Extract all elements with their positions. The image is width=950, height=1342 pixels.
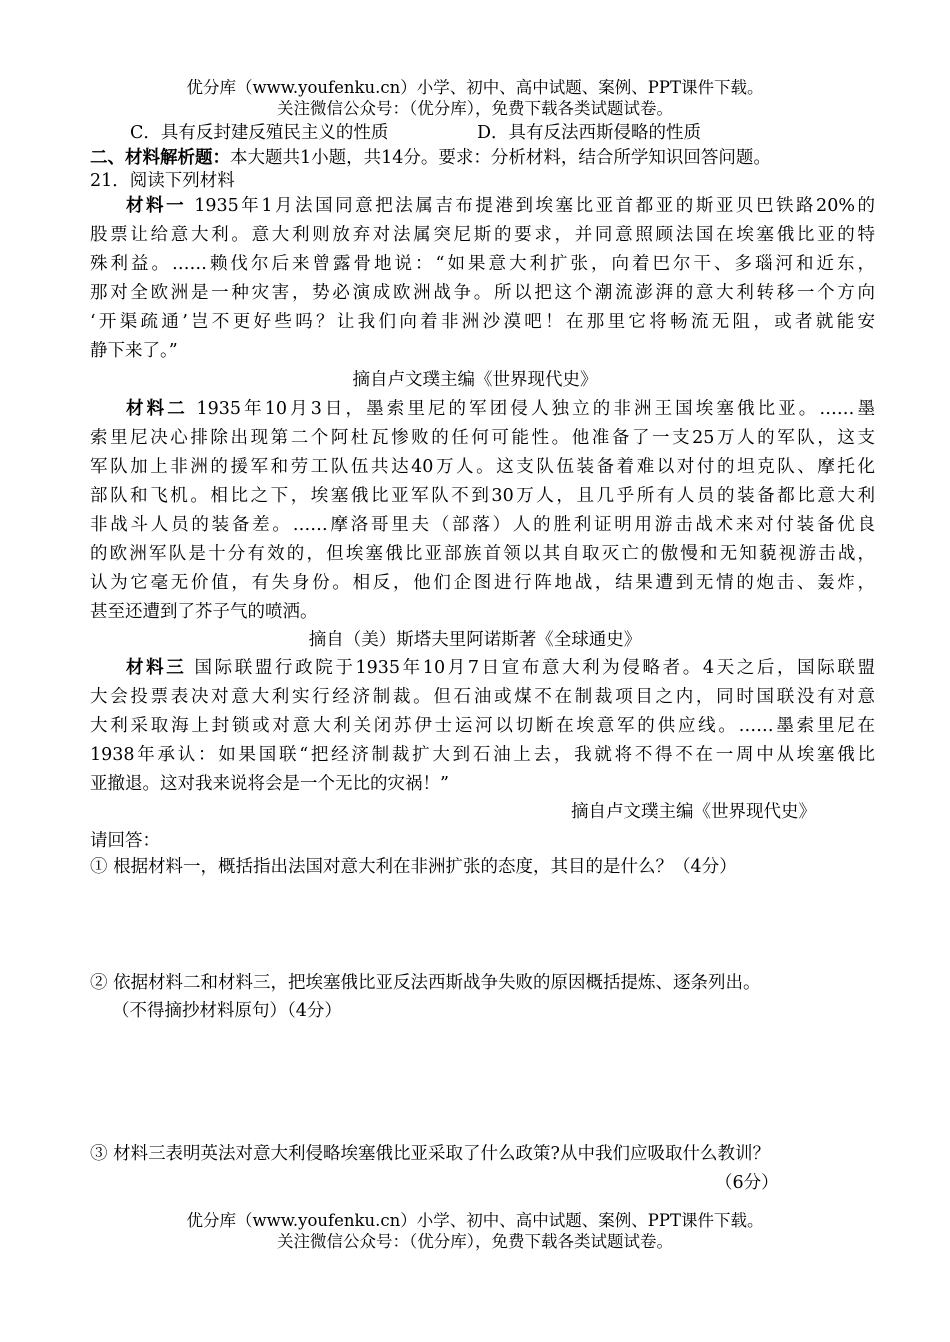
option-c: C．具有反封建反殖民主义的性质 [130,123,389,143]
material-3-label: 材料三 [126,658,187,678]
material-3-source: 摘自卢文璞主编《世界现代史》 [571,802,816,822]
question-21-stem: 21．阅读下列材料 [90,171,235,191]
material-3-line: 大会投票表决对意大利实行经济制裁。但石油或煤不在制裁项目之内，同时国联没有对意 [90,687,875,707]
material-3-line: 1938年承认：如果国联“把经济制裁扩大到石油上去，我就将不得不在一周中从埃塞俄比 [90,745,875,765]
material-1-line: 殊利益。……赖伐尔后来曾露骨地说：“如果意大利扩张，向着巴尔干、多瑙河和近东， [90,254,875,274]
material-2 [90,395,875,627]
material-1-line: 静下来了。” [90,341,178,361]
material-2-line: 军队加上非洲的援军和劳工队伍共达40万人。这支队伍装备着难以对付的坦克队、摩托化 [90,457,875,477]
material-1-line: 股票让给意大利。意大利则放弃对法属突尼斯的要求，并同意照顾法国在埃塞俄比亚的特 [90,225,875,245]
header-line-1: 优分库（www.youfenku.cn）小学、初中、高中试题、案例、PPT课件下载。 [186,78,764,97]
material-3-line: 大利采取海上封锁或对意大利关闭苏伊士运河以切断在埃意军的供应线。……墨索里尼在 [90,716,875,736]
material-1-text: 1935年1月法国同意把法属吉布提港到埃塞比亚首都亚的斯亚贝巴铁路20%的 [186,196,875,216]
material-3-text: 国际联盟行政院于1935年10月7日宣布意大利为侵略者。4天之后，国际联盟 [186,658,876,678]
question-3: ③ 材料三表明英法对意大利侵略埃塞俄比亚采取了什么政策?从中我们应吸取什么教训？ [90,1144,770,1164]
question-2-note: （不得摘抄材料原句）（4分） [112,1001,342,1021]
answer-prompt: 请回答： [90,831,160,851]
material-2-line: 非战斗人员的装备差。……摩洛哥里夫（部落）人的胜利证明用游击战术来对付装备优良 [90,515,875,535]
question-1: ① 根据材料一，概括指出法国对意大利在非洲扩张的态度，其目的是什么？（4分） [90,857,737,877]
option-d: D．具有反法西斯侵略的性质 [477,123,702,143]
material-2-line: 索里尼决心排除出现第二个阿杜瓦惨败的任何可能性。他准备了一支25万人的军队，这支 [90,428,875,448]
footer-line-1: 优分库（www.youfenku.cn）小学、初中、高中试题、案例、PPT课件下载。 [186,1211,764,1230]
header-line-2: 关注微信公众号：（优分库），免费下载各类试题试卷。 [277,99,673,118]
material-2-line: 部队和飞机。相比之下，埃塞俄比亚军队不到30万人，且几乎所有人员的装备都比意大利 [90,486,875,506]
material-2-line: 认为它毫无价值，有失身份。相反，他们企图进行阵地战，结果遭到无情的炮击、轰炸， [90,573,875,593]
material-2-source: 摘自（美）斯塔夫里阿诺斯著《全球通史》 [308,630,642,650]
material-1-label: 材料一 [126,196,187,216]
material-1-line [90,192,875,221]
section-2-title: 二、材料解析题： [90,148,230,168]
material-2-line: 的欧洲军队是十分有效的，但埃塞俄比亚部族首领以其自取灭亡的傲慢和无知藐视游击战， [90,544,875,564]
material-1 [90,192,875,366]
material-1-line: ‘开渠疏通’岂不更好些吗？让我们向着非洲沙漠吧！在那里它将畅流无阻，或者就能安 [90,312,875,332]
material-1-line: 那对全欧洲是一种灾害，势必演成欧洲战争。所以把这个潮流澎湃的意大利转移一个方向 [90,283,875,303]
material-3-line [90,654,875,683]
material-2-line [90,395,875,424]
material-3 [90,654,875,799]
material-2-label: 材料二 [126,399,188,419]
material-1-source: 摘自卢文璞主编《世界现代史》 [352,370,598,390]
footer-line-2: 关注微信公众号：（优分库），免费下载各类试题试卷。 [277,1232,673,1251]
material-2-text: 1935年10月3日，墨索里尼的军团侵人独立的非洲王国埃塞俄比亚。……墨 [187,399,876,419]
section-2-heading [90,146,771,170]
section-2-instruction: 本大题共1小题，共14分。要求：分析材料，结合所学知识回答问题。 [230,148,771,168]
material-3-line: 亚撤退。这对我来说将会是一个无比的灾祸！” [90,774,449,794]
material-2-line: 甚至还遭到了芥子气的喷洒。 [90,602,318,622]
question-3-points: （6分） [715,1173,779,1193]
question-2: ② 依据材料二和材料三，把埃塞俄比亚反法西斯战争失败的原因概括提炼、逐条列出。 [90,973,761,993]
